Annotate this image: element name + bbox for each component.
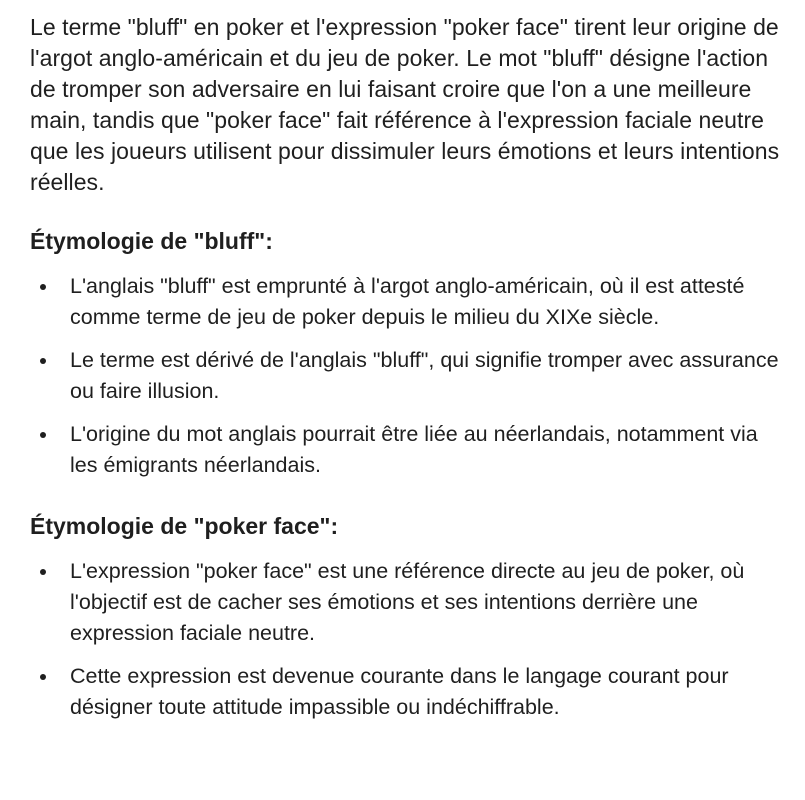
section-heading-poker-face: Étymologie de "poker face": xyxy=(30,513,339,539)
list-item-text: L'anglais "bluff" est emprunté à l'argot anglo-américain, où il est attesté comme terme de jeu de poker depuis le milieu du XIXe siècle. xyxy=(70,274,745,329)
intro-paragraph: Le terme "bluff" en poker et l'expression "poker face" tirent leur origine de l'argot anglo-américain et du jeu de poker. Le mot "bluff" désigne l'action de tromper son adversaire en lui faisant croire que l'on a une meilleure main, tandis que "poker face" fait référence à l'expression faciale neutre que les joueurs utilisent pour dissimuler leurs émotions et leurs intentions réelles. xyxy=(30,14,780,195)
bluff-list xyxy=(30,271,783,481)
bullet-icon xyxy=(40,674,46,680)
list-item-text: L'expression "poker face" est une référence directe au jeu de poker, où l'objectif est de cacher ses émotions et ses intentions derrière une expression faciale neutre. xyxy=(70,559,745,645)
bullet-icon xyxy=(40,358,46,364)
list-item-text: Le terme est dérivé de l'anglais "bluff", qui signifie tromper avec assurance ou faire illusion. xyxy=(70,348,779,403)
list-item xyxy=(30,345,783,407)
list-item xyxy=(30,556,783,649)
list-item-text: Cette expression est devenue courante dans le langage courant pour désigner toute attitude impassible ou indéchiffrable. xyxy=(70,664,729,719)
list-item xyxy=(30,419,783,481)
section-heading-bluff: Étymologie de "bluff": xyxy=(30,228,273,254)
list-item xyxy=(30,661,783,723)
poker-face-list xyxy=(30,556,783,723)
list-item xyxy=(30,271,783,333)
bullet-icon xyxy=(40,284,46,290)
bullet-icon xyxy=(40,432,46,438)
list-item-text: L'origine du mot anglais pourrait être liée au néerlandais, notamment via les émigrants néerlandais. xyxy=(70,422,758,477)
bullet-icon xyxy=(40,569,46,575)
